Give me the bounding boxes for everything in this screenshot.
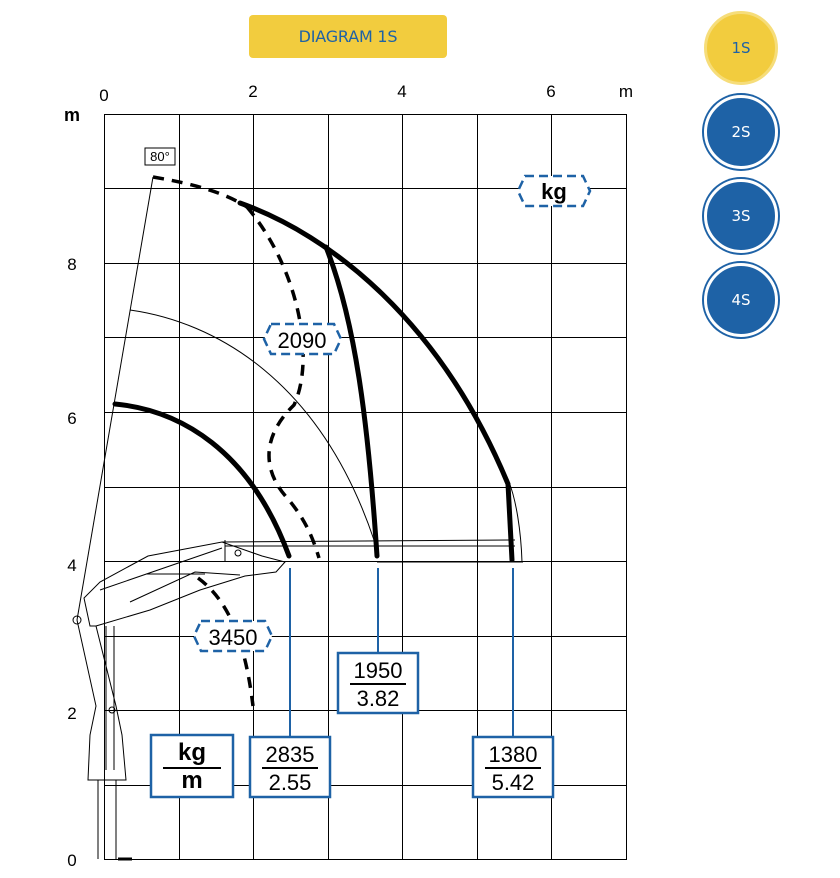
reach-box-2835-m: 2.55	[268, 770, 312, 795]
y-tick-6: 6	[67, 409, 77, 428]
y-tick-0: 0	[67, 851, 77, 870]
y-tick-4: 4	[67, 556, 77, 575]
y-tick-8: 8	[67, 255, 77, 274]
kg-m-key-top: kg	[177, 739, 207, 766]
reach-box-1950-kg: 1950	[353, 658, 403, 683]
selector-4s-button[interactable]: 4S	[704, 263, 778, 337]
selector-2s-button[interactable]: 2S	[704, 95, 778, 169]
reach-box-2835-kg: 2835	[265, 742, 315, 767]
x-tick-4: 4	[397, 82, 407, 101]
reach-box-1380-m: 5.42	[491, 770, 535, 795]
load-label-3450: 3450	[208, 625, 258, 650]
load-label-2090: 2090	[277, 328, 327, 353]
diagram-title: DIAGRAM 1S	[249, 15, 447, 58]
reach-box-1380-kg: 1380	[488, 742, 538, 767]
dashed-curve-2090	[247, 207, 319, 558]
y-unit-label: m	[63, 105, 81, 125]
load-curves	[115, 203, 512, 560]
crane-illustration	[73, 540, 515, 859]
load-curve-mid	[326, 247, 377, 556]
kg-m-key-bottom: m	[181, 767, 203, 794]
reach-box-1950-m: 3.82	[356, 686, 400, 711]
y-tick-2: 2	[67, 704, 77, 723]
angle-label: 80°	[150, 149, 170, 164]
kg-legend-label: kg	[541, 179, 567, 204]
x-tick-0: 0	[99, 86, 109, 105]
load-curve-inner	[115, 404, 289, 556]
x-tick-2: 2	[248, 82, 258, 101]
reach-envelope-thin	[77, 177, 523, 620]
dashed-curve-top	[153, 177, 247, 207]
x-tick-6: 6	[546, 82, 556, 101]
x-unit-label: m	[618, 82, 634, 101]
selector-1s-button[interactable]: 1S	[704, 11, 778, 85]
selector-3s-button[interactable]: 3S	[704, 179, 778, 253]
